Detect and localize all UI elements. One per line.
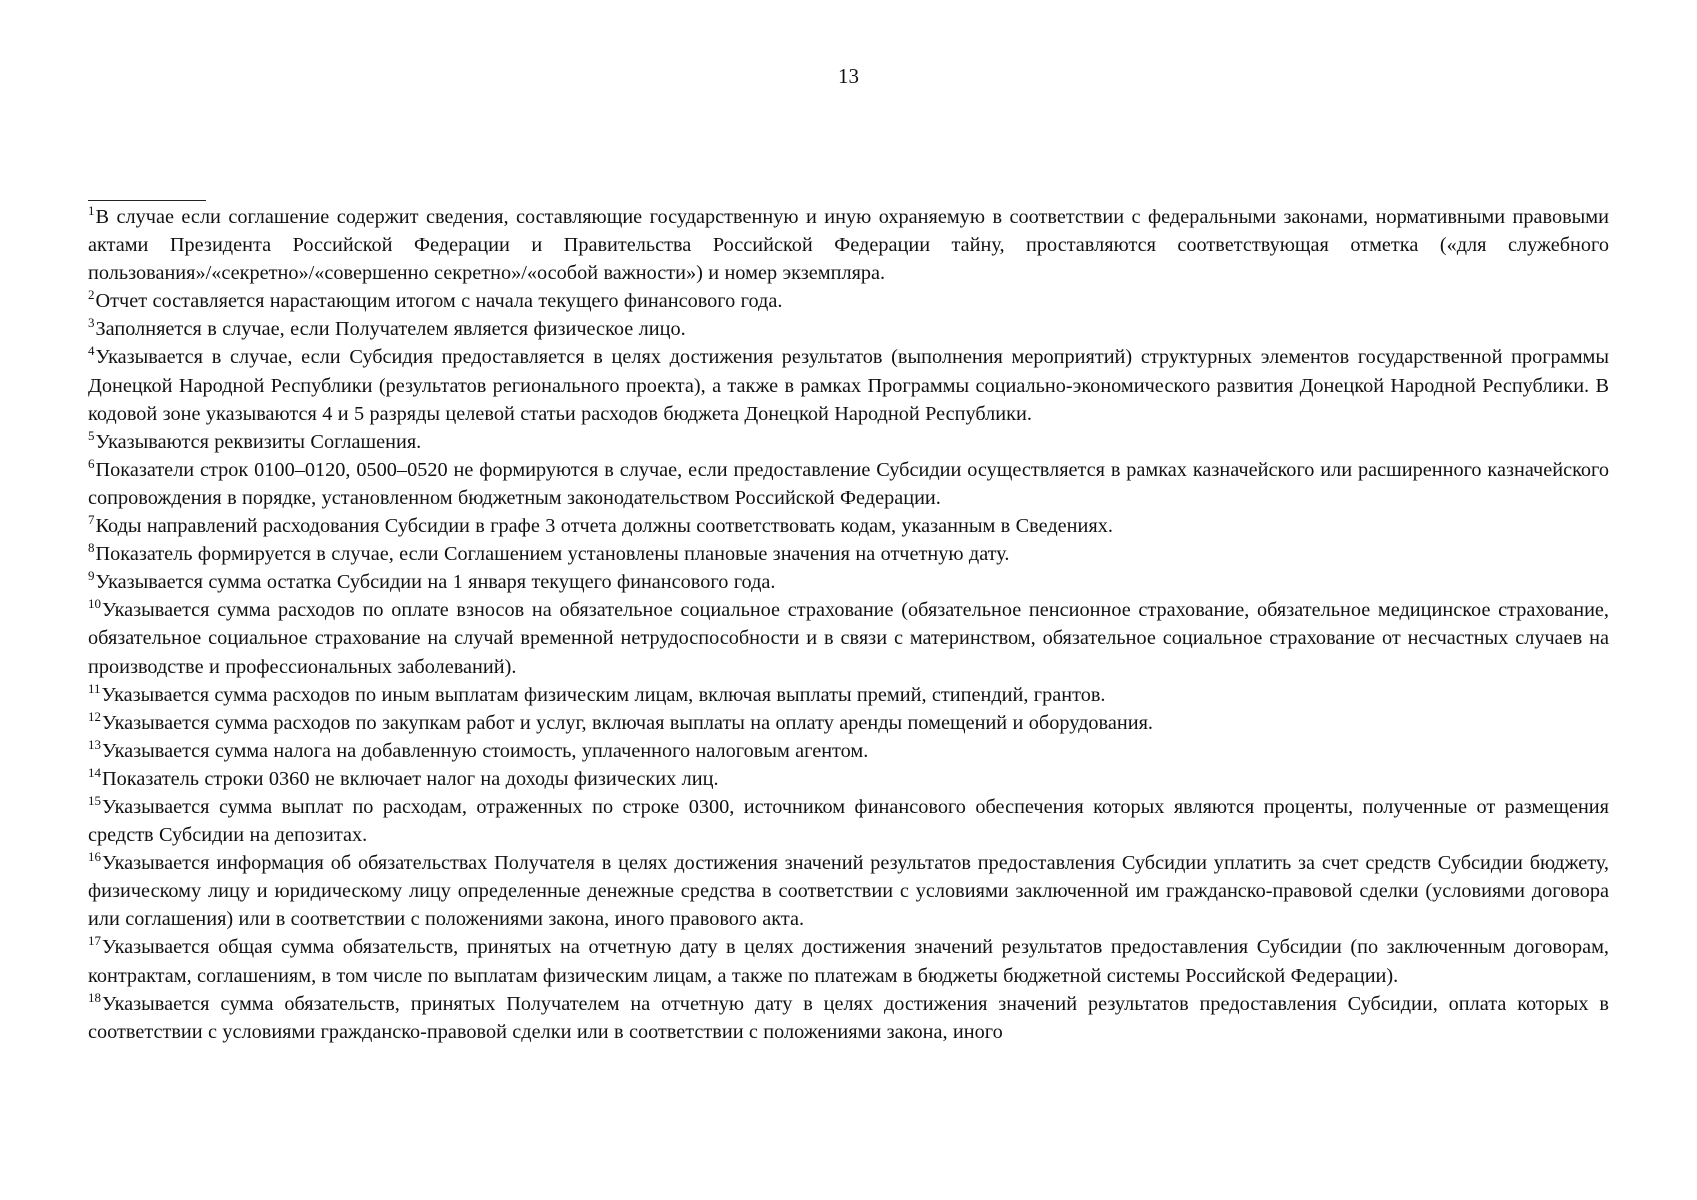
footnote-marker: 1 <box>88 203 95 218</box>
footnote-marker: 12 <box>88 708 101 724</box>
footnote-11 <box>88 681 1609 709</box>
footnote-13 <box>88 737 1609 765</box>
footnote-marker: 5 <box>88 427 95 443</box>
footnote-marker: 2 <box>88 287 95 303</box>
footnote-18 <box>88 990 1609 1046</box>
footnote-marker: 18 <box>88 989 101 1005</box>
footnote-marker: 10 <box>88 596 101 612</box>
footnote-text: Указывается сумма расходов по оплате взносов на обязательное социальное страхование (обязательное пенсионное страхование, обязательное медицинское страхование, обязательное социальное страхование на случай временной нетрудоспособности и в связи с материнством, обязательное социальное страхование от несчастных случаев на производстве и профессиональных заболеваний). <box>88 599 1609 678</box>
footnote-15 <box>88 793 1609 849</box>
footnote-text: Показатель формируется в случае, если Соглашением установлены плановые значения на отчетную дату. <box>95 543 1010 566</box>
footnote-12 <box>88 709 1609 737</box>
footnote-text: Указывается сумма расходов по иным выплатам физическим лицам, включая выплаты премий, стипендий, грантов. <box>101 683 1106 706</box>
footnote-marker: 14 <box>88 764 101 780</box>
footnote-text: Указывается сумма расходов по закупкам работ и услуг, включая выплаты на оплату аренды помещений и оборудования. <box>102 711 1153 734</box>
footnote-text: Коды направлений расходования Субсидии в графе 3 отчета должны соответствовать кодам, указанным в Сведениях. <box>95 515 1113 538</box>
footnote-text: Указывается общая сумма обязательств, принятых на отчетную дату в целях достижения значений результатов предоставления Субсидии (по заключенным договорам, контрактам, соглашениям, в том числе по выплатам физическим лицам, а также по платежам в бюджеты бюджетной системы Российской Федерации). <box>88 936 1609 987</box>
footnote-4 <box>88 343 1609 427</box>
footnote-10 <box>88 596 1609 680</box>
footnote-text: Указывается сумма обязательств, принятых Получателем на отчетную дату в целях достижения значений результатов предоставления Субсидии, оплата которых в соответствии с условиями гражданско-правовой сделки или в соответствии с положениями закона, иного <box>88 992 1609 1043</box>
footnote-6 <box>88 456 1609 512</box>
footnote-text: Показатель строки 0360 не включает налог на доходы физических лиц. <box>102 767 719 790</box>
footnote-marker: 15 <box>88 792 101 808</box>
footnote-marker: 7 <box>88 512 95 528</box>
footnote-7 <box>88 512 1609 540</box>
page-number: 13 <box>838 64 859 88</box>
footnote-marker: 3 <box>88 315 95 331</box>
footnote-marker: 17 <box>88 933 101 949</box>
footnote-3 <box>88 315 1609 343</box>
footnote-text: Отчет составляется нарастающим итогом с начала текущего финансового года. <box>95 290 783 313</box>
footnote-marker: 11 <box>88 680 101 696</box>
footnote-marker: 9 <box>88 568 95 584</box>
footnote-text: Указывается в случае, если Субсидия предоставляется в целях достижения результатов (выполнения мероприятий) структурных элементов государственной программы Донецкой Народной Республики (результатов регионального проекта), а также в рамках Программы социально-экономического развития Донецкой Народной Республики. В кодовой зоне указываются 4 и 5 разряды целевой статьи расходов бюджета Донецкой Народной Республики. <box>88 346 1609 425</box>
footnote-marker: 6 <box>88 455 95 471</box>
footnote-text: Показатели строк 0100–0120, 0500–0520 не формируются в случае, если предоставление Субсидии осуществляется в рамках казначейского или расширенного казначейского сопровождения в порядке, установленном бюджетным законодательством Российской Федерации. <box>88 458 1609 509</box>
footnote-17 <box>88 933 1609 989</box>
footnote-separator <box>88 200 206 201</box>
footnote-1 <box>88 203 1609 287</box>
footnote-text: В случае если соглашение содержит сведения, составляющие государственную и иную охраняемую в соответствии с федеральными законами, нормативными правовыми актами Президента Российской Федерации и Правительства Российской Федерации тайну, проставляются соответствующая отметка («для служебного пользования»/«секретно»/«совершенно секретно»/«особой важности») и номер экземпляра. <box>88 206 1609 285</box>
footnote-5 <box>88 428 1609 456</box>
footnote-marker: 8 <box>88 540 95 556</box>
footnote-marker: 13 <box>88 736 101 752</box>
footnote-14 <box>88 765 1609 793</box>
footnote-marker: 16 <box>88 849 101 865</box>
footnote-2 <box>88 287 1609 315</box>
footnote-text: Указываются реквизиты Соглашения. <box>95 430 422 453</box>
footnote-text: Указывается сумма налога на добавленную стоимость, уплаченного налоговым агентом. <box>102 739 869 762</box>
footnote-text: Указывается сумма остатка Субсидии на 1 января текущего финансового года. <box>95 571 776 594</box>
footnote-9 <box>88 568 1609 596</box>
footnote-text: Заполняется в случае, если Получателем является физическое лицо. <box>95 318 686 341</box>
footnote-text: Указывается сумма выплат по расходам, отраженных по строке 0300, источником финансового обеспечения которых являются проценты, полученные от размещения средств Субсидии на депозитах. <box>88 795 1609 847</box>
footnote-16 <box>88 849 1609 933</box>
footnote-text: Указывается информация об обязательствах Получателя в целях достижения значений результатов предоставления Субсидии уплатить за счет средств Субсидии бюджету, физическому лицу и юридическому лицу определенные денежные средства в соответствии с условиями заключенной им гражданско-правовой сделки (условиями договора или соглашения) или в соответствии с положениями закона, иного правового акта. <box>88 852 1609 931</box>
footnote-marker: 4 <box>88 343 95 359</box>
footnotes-list <box>88 203 1609 1046</box>
footnote-8 <box>88 540 1609 568</box>
